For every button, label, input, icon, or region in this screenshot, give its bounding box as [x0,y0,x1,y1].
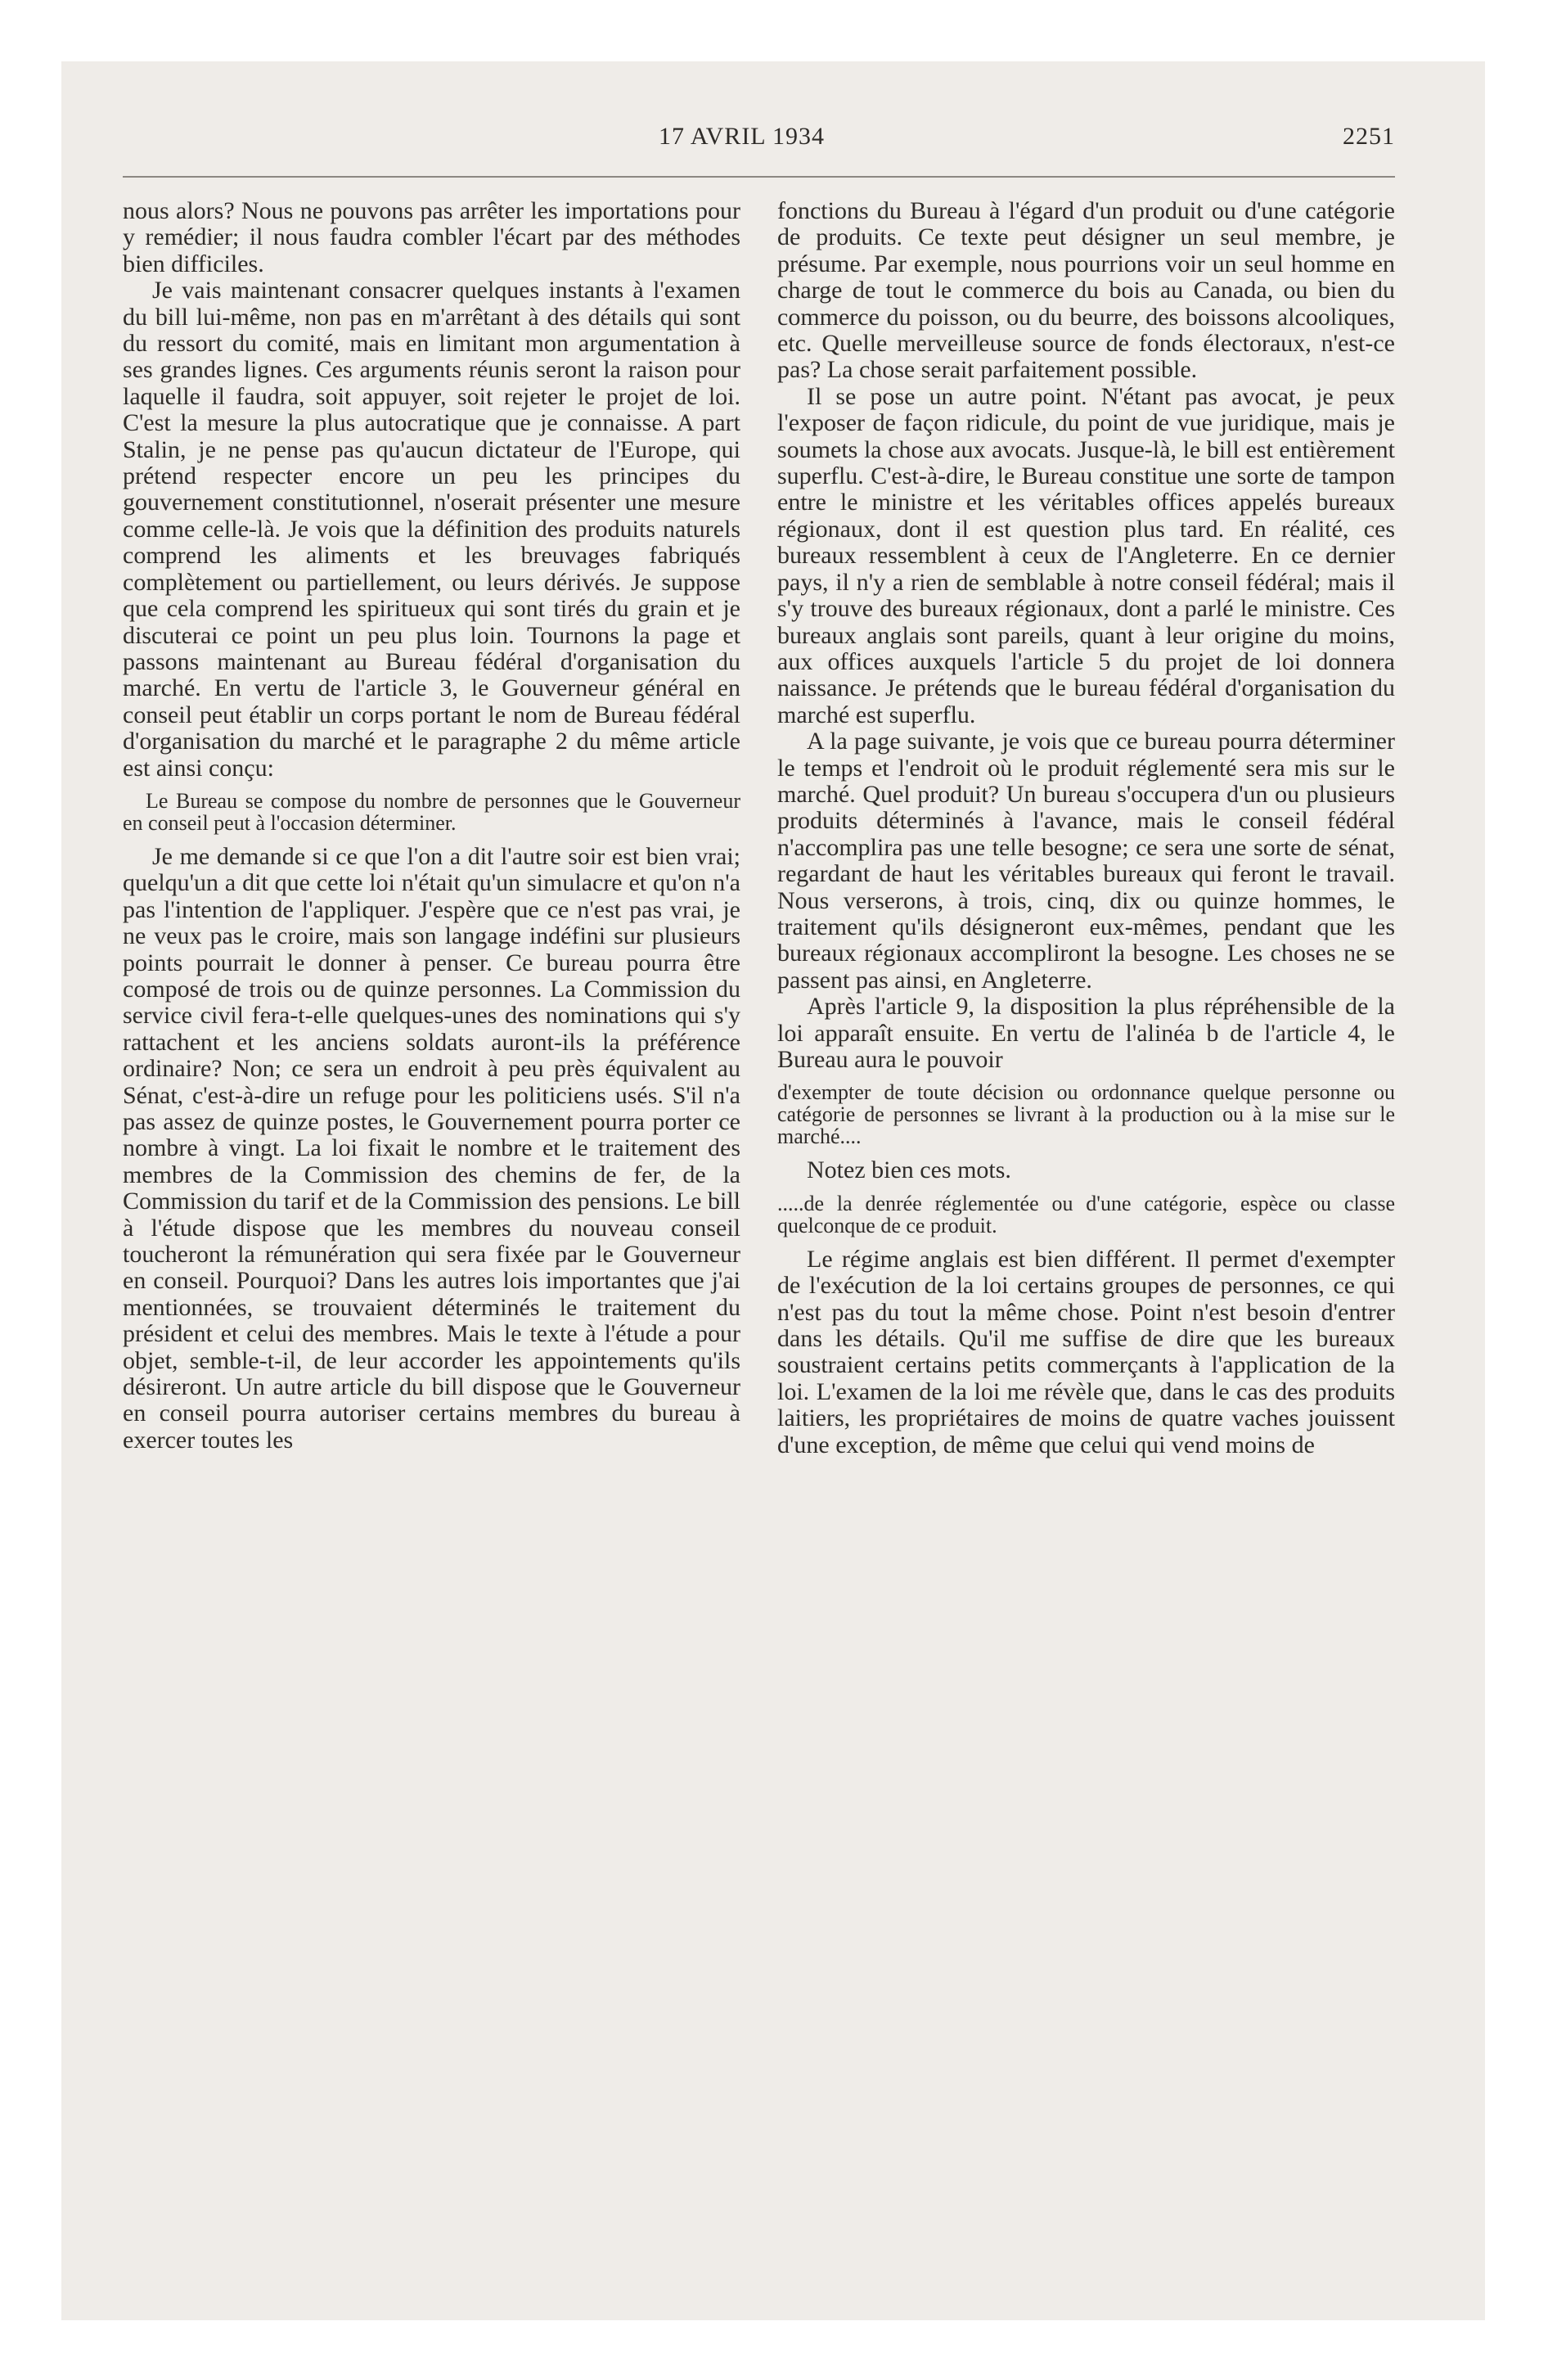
paragraph: fonctions du Bureau à l'égard d'un produit ou d'une catégorie de produits. Ce texte peut désigner un seul membre, je présume. Par exemple, nous pourrions voir un seul homme en charge de tout le commerce du bois au Canada, ou bien du commerce du poisson, ou du beurre, des boissons alcooliques, etc. Quelle merveilleuse source de fonds électoraux, n'est-ce pas? La chose serait parfaitement possible. [777,197,1395,384]
paragraph: Il se pose un autre point. N'étant pas avocat, je peux l'exposer de façon ridicule, du point de vue juridique, mais je soumets la chose aux avocats. Jusque-là, le bill est entièrement superflu. C'est-à-dire, le Bureau constitue une sorte de tampon entre le ministre et les véritables offices appelés bureaux régionaux, dont il est question plus tard. En réalité, ces bureaux ressemblent à ceux de l'Angleterre. En ce dernier pays, il n'y a rien de semblable à notre conseil fédéral; mais il s'y trouve des bureaux régionaux, dont a parlé le ministre. Ces bureaux anglais sont pareils, quant à leur origine du moins, aux offices auxquels l'article 5 du projet de loi donnera naissance. Je prétends que le bureau fédéral d'organisation du marché est superflu. [777,382,1395,728]
block-quote: .....de la denrée réglementée ou d'une catégorie, espèce ou classe quelconque de ce produit. [777,1191,1395,1237]
paragraph: nous alors? Nous ne pouvons pas arrêter les importations pour y remédier; il nous faudra combler l'écart par des méthodes bien difficiles. [123,197,740,277]
page-number: 2251 [1343,123,1395,150]
paragraph: Le régime anglais est bien différent. Il permet d'exempter de l'exécution de la loi certains groupes de personnes, ce qui n'est pas du tout la même chose. Point n'est besoin d'entrer dans les détails. Qu'il me suffise de dire que les bureaux soustraient certains petits commerçants à l'application de la loi. L'examen de la loi me révèle que, dans le cas des produits laitiers, les propriétaires de moins de quatre vaches jouissent d'une exception, de même que celui qui vend moins de [777,1245,1395,1458]
paragraph: A la page suivante, je vois que ce bureau pourra déterminer le temps et l'endroit où le produit réglementé sera mis sur le marché. Quel produit? Un bureau s'occupera d'un ou plusieurs produits déterminés à l'avance, mais le conseil fédéral n'accomplira pas une telle besogne; ce sera une sorte de sénat, regardant de haut les véritables bureaux qui feront le travail. Nous verserons, à trois, cinq, dix ou quinze hommes, le traitement qu'ils désigneront eux-mêmes, pendant que les bureaux régionaux accompliront la besogne. Les choses ne se passent pas ainsi, en Angleterre. [777,728,1395,994]
block-quote: d'exempter de toute décision ou ordonnance quelque personne ou catégorie de personnes se livrant à la production ou à la mise sur le marché.... [777,1080,1395,1149]
paragraph: Après l'article 9, la disposition la plus répréhensible de la loi apparaît ensuite. En vertu de l'alinéa b de l'article 4, le Bureau aura le pouvoir [777,993,1395,1073]
block-quote: Le Bureau se compose du nombre de personnes que le Gouverneur en conseil peut à l'occasion déterminer. [123,788,740,835]
header-date: 17 AVRIL 1934 [659,123,826,150]
left-column [123,198,740,1454]
paragraph: Je vais maintenant consacrer quelques instants à l'examen du bill lui-même, non pas en m'arrêtant à des détails qui sont du ressort du comité, mais en limitant mon argumentation à ses grandes lignes. Ces arguments réunis seront la raison pour laquelle il faudra, soit appuyer, soit rejeter le projet de loi. C'est la mesure la plus autocratique que je connaisse. A part Stalin, je ne pense pas qu'aucun dictateur de l'Europe, qui prétend respecter encore un peu les principes du gouvernement constitutionnel, n'oserait présenter une mesure comme celle-là. Je vois que la définition des produits naturels comprend les aliments et les breuvages fabriqués complètement ou partiellement, ou leurs dérivés. Je suppose que cela comprend les spiritueux qui sont tirés du grain et je discuterai ce point un peu plus loin. Tournons la page et passons maintenant au Bureau fédéral d'organisation du marché. En vertu de l'article 3, le Gouverneur général en conseil peut établir un corps portant le nom de Bureau fédéral d'organisation du marché et le paragraphe 2 du même article est ainsi conçu: [123,277,740,782]
right-column [777,198,1395,1458]
paragraph: Notez bien ces mots. [807,1156,1011,1184]
page-header [184,123,1395,172]
paragraph: Je me demande si ce que l'on a dit l'autre soir est bien vrai; quelqu'un a dit que cette loi n'était qu'un simulacre et qu'on n'a pas l'intention de l'appliquer. J'espère que ce n'est pas vrai, je ne veux pas le croire, mais son langage indéfini sur plusieurs points pourrait le donner à penser. Ce bureau pourra être composé de trois ou de quinze personnes. La Commission du service civil fera-t-elle quelques-unes des nominations qui s'y rattachent et les anciens soldats auront-ils la préférence ordinaire? Non; ce sera un endroit à peu près équivalent au Sénat, c'est-à-dire un refuge pour les politiciens usés. S'il n'a pas assez de quinze postes, le Gouvernement pourra porter ce nombre à vingt. La loi fixait le nombre et le traitement des membres de la Commission des chemins de fer, de la Commission du tarif et de la Commission des pensions. Le bill à l'étude dispose que les membres du nouveau conseil toucheront la rémunération qui sera fixée par le Gouverneur en conseil. Pourquoi? Dans les autres lois importantes que j'ai mentionnées, se trouvaient déterminés le traitement du président et celui des membres. Mais le texte à l'étude a pour objet, semble-t-il, de leur accorder les appointements qu'ils désireront. Un autre article du bill dispose que le Gouverneur en conseil pourra autoriser certains membres du bureau à exercer toutes les [123,842,740,1454]
header-rule [123,176,1395,178]
